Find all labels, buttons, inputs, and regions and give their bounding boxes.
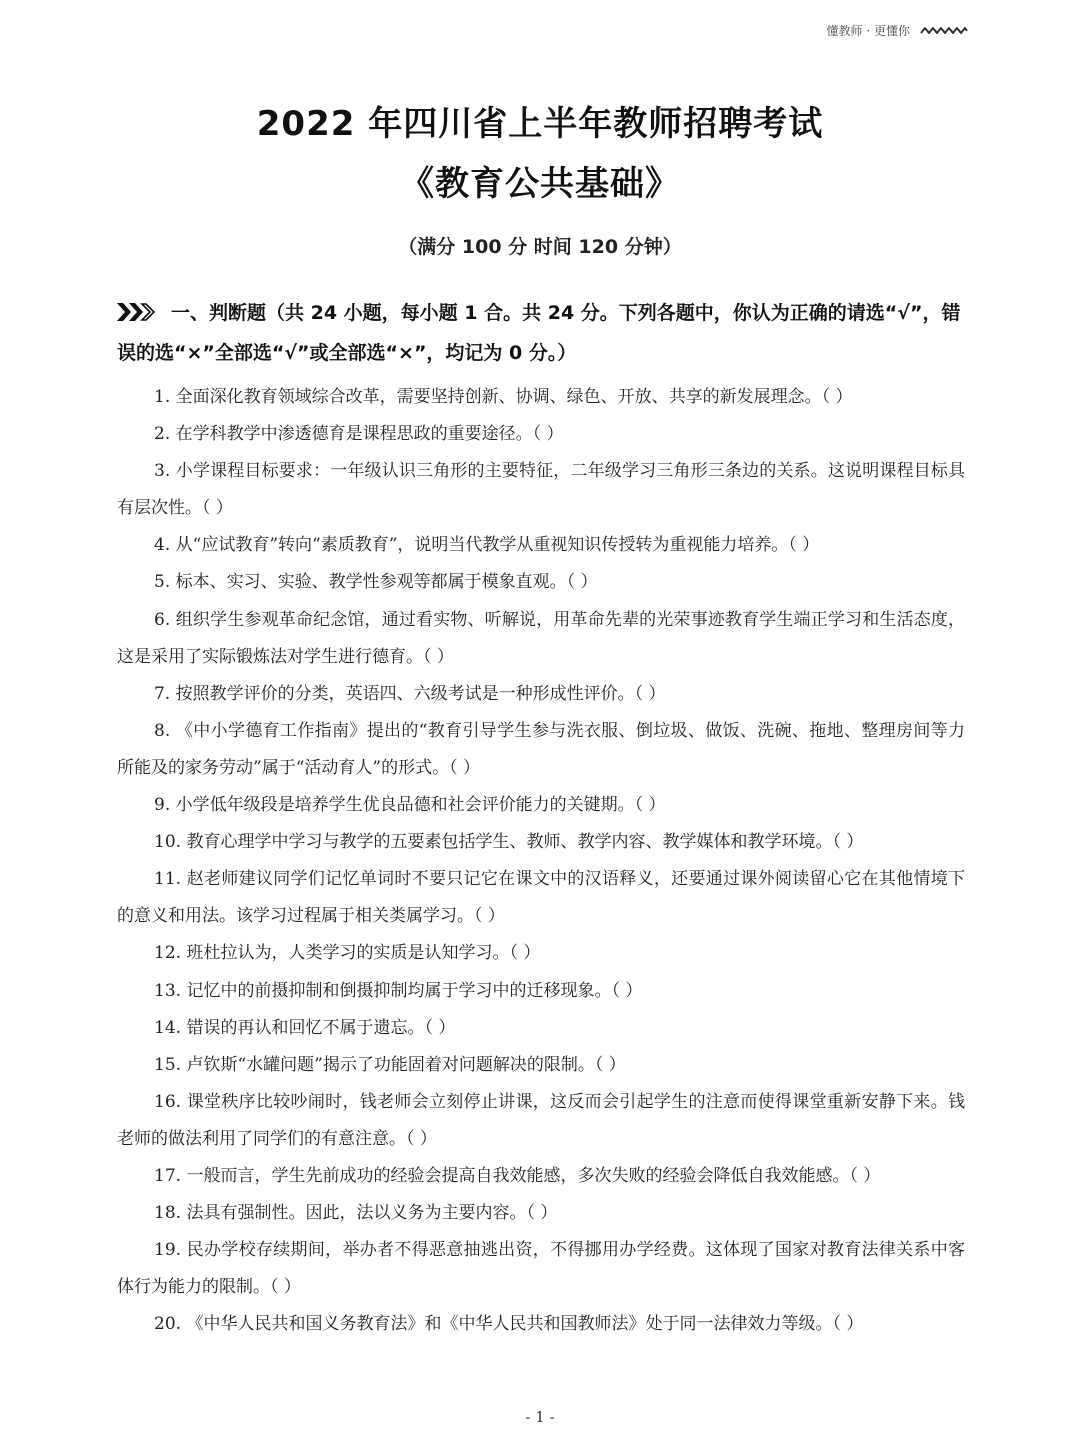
question-item: 4. 从“应试教育”转向“素质教育”，说明当代教学从重视知识传授转为重视能力培养。（ ） bbox=[154, 535, 820, 556]
wave-logo-icon bbox=[920, 26, 968, 36]
question-item: 12. 班杜拉认为，人类学习的实质是认知学习。（ ） bbox=[154, 943, 541, 964]
question-item: 17. 一般而言，学生先前成功的经验会提高自我效能感，多次失败的经验会降低自我效能感。（ ） bbox=[154, 1165, 881, 1186]
question-item: 8. 《中小学德育工作指南》提出的“教育引导学生参与洗衣服、倒垃圾、做饭、洗碗、拖地、整理房间等力所能及的家务劳动”属于“活动育人”的形式。（ ） bbox=[117, 720, 965, 778]
exam-subject: 《教育公共基础》 bbox=[400, 164, 680, 204]
triple-chevron-icon bbox=[117, 302, 157, 322]
question-item: 1. 全面深化教育领域综合改革，需要坚持创新、协调、绿色、开放、共享的新发展理念。（ ） bbox=[154, 387, 853, 407]
exam-title: 2022 年四川省上半年教师招聘考试 bbox=[256, 104, 824, 144]
question-item: 6. 组织学生参观革命纪念馆，通过看实物、听解说，用革命先辈的光荣事迹教育学生端正学习和生活态度，这是采用了实际锻炼法对学生进行德育。（ ） bbox=[117, 609, 965, 667]
question-item: 14. 错误的再认和回忆不属于遗忘。（ ） bbox=[154, 1017, 456, 1038]
question-item: 3. 小学课程目标要求：一年级认识三角形的主要特征，二年级学习三角形三条边的关系。这说明课程目标具有层次性。（ ） bbox=[117, 461, 965, 519]
question-item: 5. 标本、实习、实验、教学性参观等都属于模象直观。（ ） bbox=[154, 572, 598, 593]
brand-slogan: 懂教师 · 更懂你 bbox=[826, 24, 910, 38]
question-list bbox=[117, 379, 965, 1343]
question-item: 2. 在学科教学中渗透德育是课程思政的重要途径。（ ） bbox=[154, 424, 564, 445]
question-item: 19. 民办学校存续期间，举办者不得恶意抽逃出资，不得挪用办学经费。这体现了国家对教育法律关系中客体行为能力的限制。（ ） bbox=[117, 1240, 965, 1298]
exam-info: （满分 100 分 时间 120 分钟） bbox=[398, 236, 682, 258]
section-heading-text: 一、判断题（共 24 小题，每小题 1 合。共 24 分。下列各题中，你认为正确的请选“√”，错误的选“×”全部选“√”或全部选“×”，均记为 0 分。） bbox=[117, 302, 961, 364]
question-item: 15. 卢钦斯“水罐问题”揭示了功能固着对问题解决的限制。（ ） bbox=[154, 1054, 626, 1075]
question-item: 20. 《中华人民共和国义务教育法》和《中华人民共和国教师法》处于同一法律效力等级。（ ） bbox=[154, 1314, 864, 1335]
question-item: 18. 法具有强制性。因此，法以义务为主要内容。（ ） bbox=[154, 1203, 558, 1224]
page-number: - 1 - bbox=[525, 1408, 555, 1426]
question-item: 9. 小学低年级段是培养学生优良品德和社会评价能力的关键期。（ ） bbox=[154, 795, 666, 816]
question-item: 10. 教育心理学中学习与教学的五要素包括学生、教师、教学内容、教学媒体和教学环境。（ ） bbox=[154, 832, 864, 853]
section-heading bbox=[117, 293, 972, 373]
question-item: 16. 课堂秩序比较吵闹时，钱老师会立刻停止讲课，这反而会引起学生的注意而使得课堂重新安静下来。钱老师的做法利用了同学们的有意注意。（ ） bbox=[117, 1091, 965, 1149]
question-item: 13. 记忆中的前摄抑制和倒摄抑制均属于学习中的迁移现象。（ ） bbox=[154, 980, 643, 1001]
question-item: 11. 赵老师建议同学们记忆单词时不要只记它在课文中的汉语释义，还要通过课外阅读留心它在其他情境下的意义和用法。该学习过程属于相关类属学习。（ ） bbox=[117, 869, 965, 927]
header-brand bbox=[827, 22, 968, 39]
question-item: 7. 按照教学评价的分类，英语四、六级考试是一种形成性评价。（ ） bbox=[154, 683, 666, 704]
